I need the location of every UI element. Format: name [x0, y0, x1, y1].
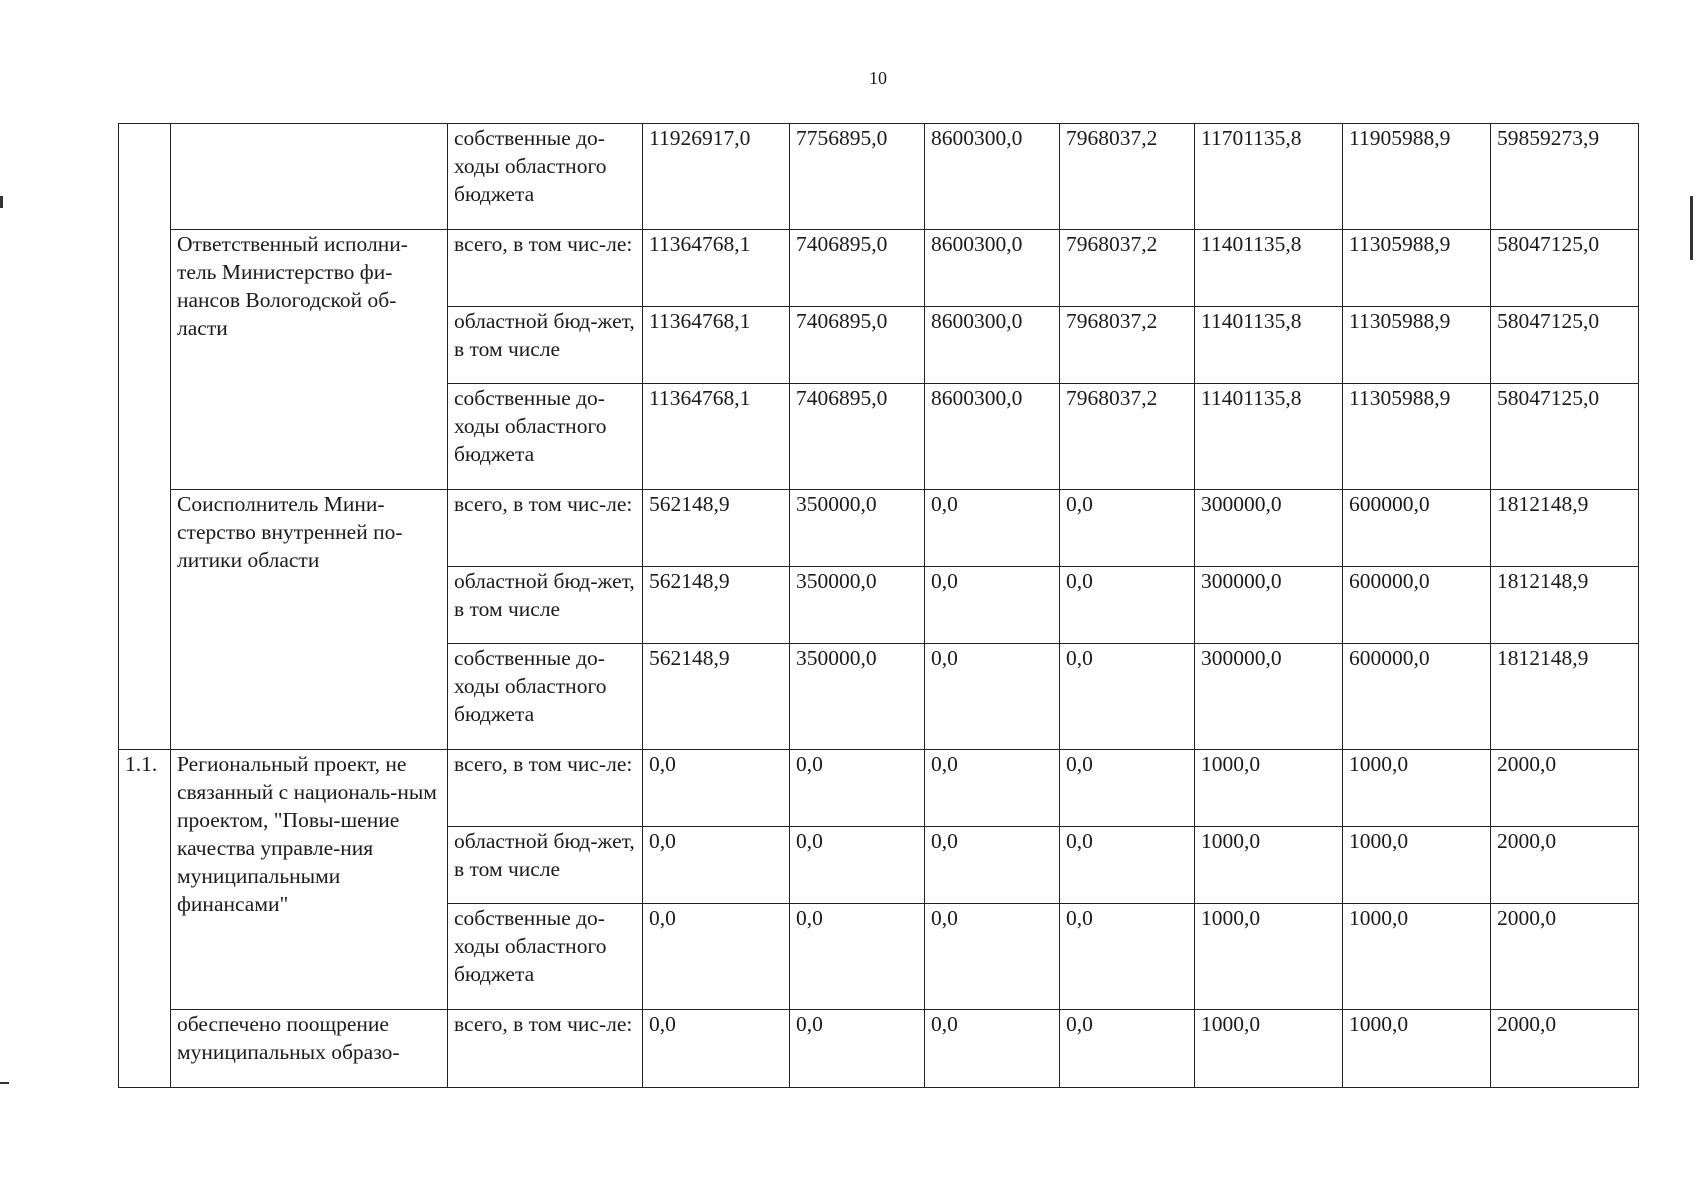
margin-mark	[0, 196, 3, 208]
value-cell: 11905988,9	[1343, 124, 1491, 230]
value-cell: 1000,0	[1343, 750, 1491, 827]
margin-mark	[0, 1082, 9, 1084]
value-cell: 562148,9	[643, 644, 790, 750]
value-cell: 8600300,0	[925, 384, 1060, 490]
executor-cell: Соисполнитель Мини-стерство внутренней по-литики области	[171, 490, 448, 750]
value-cell: 58047125,0	[1491, 307, 1639, 384]
value-cell: 2000,0	[1491, 827, 1639, 904]
value-cell: 0,0	[1060, 827, 1195, 904]
value-cell: 11305988,9	[1343, 307, 1491, 384]
value-cell: 562148,9	[643, 490, 790, 567]
value-cell: 11364768,1	[643, 384, 790, 490]
value-cell: 7968037,2	[1060, 384, 1195, 490]
value-cell: 8600300,0	[925, 230, 1060, 307]
executor-cell: Региональный проект, не связанный с националь-ным проектом, "Повы-шение качества управле-ния муниципальными финансами"	[171, 750, 448, 1010]
value-cell: 11364768,1	[643, 230, 790, 307]
value-cell: 350000,0	[790, 490, 925, 567]
value-cell: 0,0	[925, 904, 1060, 1010]
value-cell: 1000,0	[1195, 827, 1343, 904]
value-cell: 1000,0	[1195, 1010, 1343, 1088]
value-cell: 7406895,0	[790, 230, 925, 307]
value-cell: 600000,0	[1343, 490, 1491, 567]
executor-cell: обеспечено поощрение муниципальных образо-	[171, 1010, 448, 1088]
value-cell: 11401135,8	[1195, 384, 1343, 490]
value-cell: 350000,0	[790, 567, 925, 644]
value-cell: 0,0	[1060, 644, 1195, 750]
source-cell: собственные до-ходы областного бюджета	[448, 124, 643, 230]
value-cell: 0,0	[790, 827, 925, 904]
value-cell: 300000,0	[1195, 567, 1343, 644]
value-cell: 300000,0	[1195, 490, 1343, 567]
value-cell: 58047125,0	[1491, 230, 1639, 307]
value-cell: 600000,0	[1343, 567, 1491, 644]
table-row	[119, 124, 1639, 230]
source-cell: всего, в том чис-ле:	[448, 1010, 643, 1088]
value-cell: 1812148,9	[1491, 567, 1639, 644]
value-cell: 0,0	[790, 750, 925, 827]
value-cell: 300000,0	[1195, 644, 1343, 750]
value-cell: 0,0	[643, 750, 790, 827]
index-cell	[119, 124, 171, 750]
value-cell: 2000,0	[1491, 904, 1639, 1010]
value-cell: 0,0	[925, 827, 1060, 904]
value-cell: 7406895,0	[790, 307, 925, 384]
value-cell: 0,0	[1060, 567, 1195, 644]
value-cell: 8600300,0	[925, 307, 1060, 384]
value-cell: 59859273,9	[1491, 124, 1639, 230]
value-cell: 0,0	[1060, 490, 1195, 567]
value-cell: 0,0	[925, 750, 1060, 827]
table-row	[119, 1010, 1639, 1088]
source-cell: собственные до-ходы областного бюджета	[448, 904, 643, 1010]
value-cell: 0,0	[1060, 750, 1195, 827]
value-cell: 0,0	[790, 904, 925, 1010]
value-cell: 0,0	[925, 567, 1060, 644]
value-cell: 1000,0	[1343, 827, 1491, 904]
value-cell: 11364768,1	[643, 307, 790, 384]
value-cell: 7406895,0	[790, 384, 925, 490]
value-cell: 0,0	[643, 904, 790, 1010]
value-cell: 11701135,8	[1195, 124, 1343, 230]
value-cell: 0,0	[790, 1010, 925, 1088]
value-cell: 11926917,0	[643, 124, 790, 230]
source-cell: всего, в том чис-ле:	[448, 230, 643, 307]
value-cell: 11401135,8	[1195, 230, 1343, 307]
executor-cell	[171, 124, 448, 230]
value-cell: 1812148,9	[1491, 490, 1639, 567]
source-cell: собственные до-ходы областного бюджета	[448, 384, 643, 490]
value-cell: 350000,0	[790, 644, 925, 750]
value-cell: 2000,0	[1491, 750, 1639, 827]
source-cell: областной бюд-жет, в том числе	[448, 307, 643, 384]
value-cell: 0,0	[643, 1010, 790, 1088]
value-cell: 1812148,9	[1491, 644, 1639, 750]
value-cell: 1000,0	[1195, 904, 1343, 1010]
budget-table	[118, 123, 1639, 1088]
value-cell: 0,0	[1060, 904, 1195, 1010]
source-cell: собственные до-ходы областного бюджета	[448, 644, 643, 750]
value-cell: 7968037,2	[1060, 230, 1195, 307]
value-cell: 11305988,9	[1343, 230, 1491, 307]
value-cell: 600000,0	[1343, 644, 1491, 750]
value-cell: 0,0	[925, 644, 1060, 750]
value-cell: 11401135,8	[1195, 307, 1343, 384]
value-cell: 8600300,0	[925, 124, 1060, 230]
value-cell: 1000,0	[1343, 1010, 1491, 1088]
value-cell: 58047125,0	[1491, 384, 1639, 490]
executor-cell: Ответственный исполни-тель Министерство фи-нансов Вологодской об-ласти	[171, 230, 448, 490]
value-cell: 7756895,0	[790, 124, 925, 230]
source-cell: областной бюд-жет, в том числе	[448, 567, 643, 644]
value-cell: 562148,9	[643, 567, 790, 644]
value-cell: 0,0	[1060, 1010, 1195, 1088]
page-number: 10	[869, 68, 887, 88]
value-cell: 11305988,9	[1343, 384, 1491, 490]
source-cell: всего, в том чис-ле:	[448, 490, 643, 567]
value-cell: 1000,0	[1343, 904, 1491, 1010]
table-row	[119, 490, 1639, 567]
value-cell: 0,0	[925, 490, 1060, 567]
index-cell: 1.1.	[119, 750, 171, 1088]
table-row	[119, 750, 1639, 827]
value-cell: 1000,0	[1195, 750, 1343, 827]
value-cell: 7968037,2	[1060, 124, 1195, 230]
table-row	[119, 230, 1639, 307]
value-cell: 7968037,2	[1060, 307, 1195, 384]
value-cell: 0,0	[925, 1010, 1060, 1088]
value-cell: 0,0	[643, 827, 790, 904]
source-cell: всего, в том чис-ле:	[448, 750, 643, 827]
margin-mark	[1690, 196, 1693, 260]
value-cell: 2000,0	[1491, 1010, 1639, 1088]
source-cell: областной бюд-жет, в том числе	[448, 827, 643, 904]
